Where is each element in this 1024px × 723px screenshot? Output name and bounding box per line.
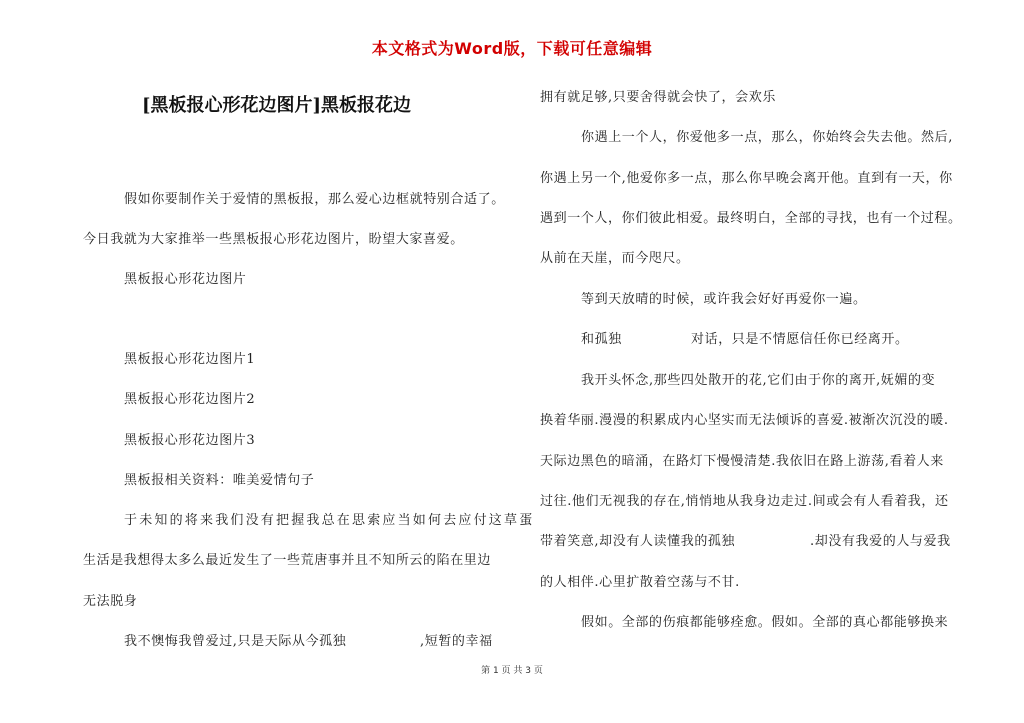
paragraph-line: 过往.他们无视我的存在,悄悄地从我身边走过.间或会有人看着我，还 xyxy=(540,494,949,509)
image-caption: 黑板报心形花边图片3 xyxy=(124,433,256,448)
image-caption: 黑板报心形花边图片1 xyxy=(124,352,256,367)
paragraph-line: 今日我就为大家推举一些黑板报心形花边图片，盼望大家喜爱。 xyxy=(83,232,464,247)
paragraph-line: 你遇上一个人，你爱他多一点，那么，你始终会失去他。然后, xyxy=(581,130,953,145)
paragraph-line: 天际边黑色的暗涌，在路灯下慢慢清楚.我依旧在路上游荡,看着人来 xyxy=(540,454,944,469)
paragraph-line: 于未知的将来我们没有把握我总在思索应当如何去应付这草蛋 xyxy=(124,513,535,528)
paragraph-line: 我不懊悔我曾爱过,只是天际从今孤独 xyxy=(124,634,347,649)
paragraph-line: 黑板报心形花边图片 xyxy=(124,272,247,287)
paragraph-line-continued: .却没有我爱的人与爱我 xyxy=(810,534,951,549)
paragraph-line: 无法脱身 xyxy=(83,594,138,609)
paragraph-line: 的人相伴.心里扩散着空荡与不甘. xyxy=(540,575,740,590)
paragraph-line: 换着华丽.漫漫的积累成内心坚实而无法倾诉的喜爱.被渐次沉没的暖. xyxy=(540,413,949,428)
paragraph-line: 带着笑意,却没有人读懂我的孤独 xyxy=(540,534,736,549)
paragraph-line: 假如你要制作关于爱情的黑板报，那么爱心边框就特别合适了。 xyxy=(124,192,505,207)
section-heading: 黑板报相关资料：唯美爱情句子 xyxy=(124,473,315,488)
paragraph-line: 遇到一个人，你们彼此相爱。最终明白，全部的寻找，也有一个过程。 xyxy=(540,211,962,226)
paragraph-line: 生活是我想得太多么最近发生了一些荒唐事并且不知所云的陷在里边 xyxy=(83,553,492,568)
paragraph-line: 从前在天崖，而今咫尺。 xyxy=(540,251,690,266)
paragraph-line: 和孤独 xyxy=(581,332,622,347)
paragraph-line: 拥有就足够,只要舍得就会快了，会欢乐 xyxy=(540,90,776,105)
page-number: 第 1 页 共 3 页 xyxy=(481,666,543,676)
paragraph-line: 我开头怀念,那些四处散开的花,它们由于你的离开,妩媚的变 xyxy=(581,373,936,388)
image-caption: 黑板报心形花边图片2 xyxy=(124,392,256,407)
paragraph-line: 等到天放晴的时候，或许我会好好再爱你一遍。 xyxy=(581,292,867,307)
format-banner: 本文格式为Word版，下载可任意编辑 xyxy=(371,39,653,58)
document-title: [黑板报心形花边图片]黑板报花边 xyxy=(142,95,412,116)
paragraph-line-continued: 对话，只是不情愿信任你已经离开。 xyxy=(691,332,909,347)
paragraph-line-continued: ,短暂的幸福 xyxy=(420,634,493,649)
paragraph-line: 假如。全部的伤痕都能够痊愈。假如。全部的真心都能够换来 xyxy=(581,615,949,630)
paragraph-line: 你遇上另一个,他爱你多一点，那么你早晚会离开他。直到有一天，你 xyxy=(540,171,953,186)
